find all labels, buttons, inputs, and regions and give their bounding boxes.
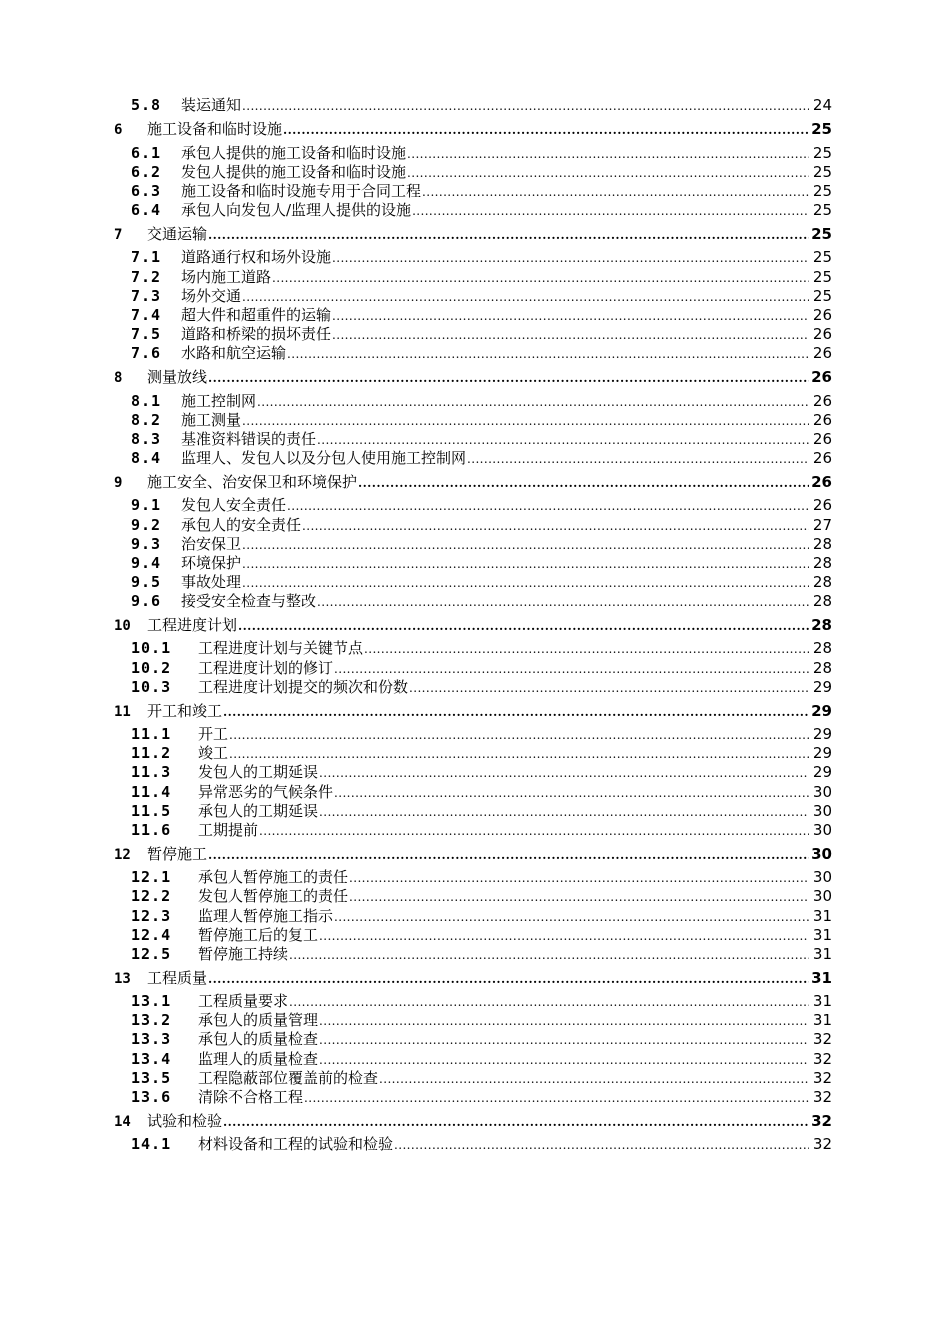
toc-entry-number: 7.6: [131, 343, 162, 362]
toc-entry-number: 14: [114, 1113, 131, 1130]
toc-entry-title: 开工: [198, 725, 229, 744]
toc-entry-page-number: 32: [812, 1030, 832, 1049]
toc-entry-title: 承包人向发包人/监理人提供的设施: [181, 200, 412, 219]
toc-entry-page-number: 28: [812, 658, 832, 677]
toc-section-entry[interactable]: [0, 287, 950, 306]
toc-entry-title: 场外交通: [181, 286, 242, 305]
toc-section-entry[interactable]: [0, 182, 950, 201]
dot-leader: [272, 269, 809, 288]
toc-entry-title: 场内施工道路: [181, 267, 272, 286]
toc-entry-number: 6.2: [131, 162, 162, 181]
toc-entry-page-number: 25: [812, 143, 832, 162]
toc-entry-title: 暂停施工: [147, 844, 208, 863]
toc-section-entry[interactable]: [0, 201, 950, 220]
toc-chapter-entry[interactable]: [0, 115, 950, 144]
toc-entry-page-number: 30: [812, 868, 832, 887]
toc-entry-title: 承包人的质量检查: [198, 1030, 319, 1049]
toc-section-entry[interactable]: [0, 163, 950, 182]
toc-entry-title: 承包人的安全责任: [181, 515, 302, 534]
toc-entry-title: 道路通行权和场外设施: [181, 248, 332, 267]
toc-entry-number: 14.1: [131, 1135, 172, 1154]
toc-entry-title: 工程隐蔽部位覆盖前的检查: [198, 1068, 379, 1087]
toc-entry-page-number: 29: [812, 763, 832, 782]
toc-entry-title: 竣工: [198, 744, 229, 763]
toc-entry-page-number: 25: [812, 286, 832, 305]
toc-entry-page-number: 31: [812, 925, 832, 944]
toc-entry-page-number: 29: [812, 677, 832, 696]
toc-section-entry[interactable]: [0, 639, 950, 658]
toc-entry-page-number: 31: [811, 968, 832, 987]
toc-entry-title: 发包人暂停施工的责任: [198, 887, 349, 906]
toc-entry-title: 异常恶劣的气候条件: [198, 782, 334, 801]
toc-entry-page-number: 25: [811, 120, 832, 139]
toc-entry-number: 13: [114, 970, 131, 987]
dot-leader: [317, 431, 809, 450]
toc-entry-title: 超大件和超重件的运输: [181, 305, 332, 324]
dot-leader: [317, 593, 809, 612]
toc-entry-page-number: 25: [812, 181, 832, 200]
toc-entry-number: 8.1: [131, 391, 162, 410]
toc-entry-title: 施工控制网: [181, 391, 257, 410]
dot-leader: [407, 164, 809, 183]
toc-section-entry[interactable]: [0, 992, 950, 1011]
toc-entry-page-number: 32: [811, 1111, 832, 1130]
toc-entry-page-number: 28: [812, 572, 832, 591]
toc-entry-title: 施工安全、治安保卫和环境保护: [147, 472, 358, 491]
dot-leader: [334, 660, 809, 679]
toc-entry-title: 治安保卫: [181, 534, 242, 553]
toc-entry-page-number: 32: [812, 1068, 832, 1087]
dot-leader: [319, 927, 809, 946]
toc-section-entry[interactable]: [0, 1088, 950, 1107]
toc-entry-title: 暂停施工持续: [198, 944, 289, 963]
toc-section-entry[interactable]: [0, 496, 950, 515]
toc-section-entry[interactable]: [0, 96, 950, 115]
dot-leader: [332, 249, 809, 268]
toc-entry-title: 事故处理: [181, 572, 242, 591]
toc-entry-number: 11.6: [131, 820, 172, 839]
toc-entry-page-number: 26: [811, 368, 832, 387]
toc-section-entry[interactable]: [0, 1030, 950, 1049]
toc-entry-page-number: 26: [812, 496, 832, 515]
dot-leader: [467, 450, 809, 469]
dot-leader: [334, 908, 809, 927]
toc-entry-title: 施工设备和临时设施: [147, 120, 283, 139]
toc-section-entry[interactable]: [0, 725, 950, 744]
toc-entry-title: 监理人暂停施工指示: [198, 906, 334, 925]
toc-entry-number: 13.3: [131, 1030, 172, 1049]
toc-section-entry[interactable]: [0, 535, 950, 554]
toc-entry-page-number: 29: [812, 725, 832, 744]
toc-section-entry[interactable]: [0, 1011, 950, 1030]
toc-section-entry[interactable]: [0, 1069, 950, 1088]
toc-entry-number: 8.4: [131, 448, 162, 467]
toc-entry-title: 施工测量: [181, 410, 242, 429]
toc-entry-page-number: 25: [811, 224, 832, 243]
toc-entry-page-number: 25: [812, 267, 832, 286]
toc-entry-page-number: 27: [812, 515, 832, 534]
dot-leader: [358, 469, 809, 498]
dot-leader: [208, 364, 809, 393]
dot-leader: [379, 1070, 809, 1089]
toc-entry-number: 8.2: [131, 410, 162, 429]
toc-section-entry[interactable]: [0, 268, 950, 287]
dot-leader: [319, 764, 809, 783]
toc-entry-page-number: 28: [812, 534, 832, 553]
dot-leader: [334, 784, 809, 803]
toc-entry-number: 13.5: [131, 1068, 172, 1087]
toc-entry-number: 11.4: [131, 782, 172, 801]
toc-entry-page-number: 32: [812, 1049, 832, 1068]
toc-entry-number: 13.2: [131, 1011, 172, 1030]
toc-entry-number: 11: [114, 703, 131, 720]
toc-entry-number: 13.6: [131, 1087, 172, 1106]
toc-entry-title: 工程质量: [147, 968, 208, 987]
toc-section-entry[interactable]: [0, 868, 950, 887]
toc-entry-page-number: 30: [812, 801, 832, 820]
toc-entry-number: 9: [114, 474, 123, 491]
toc-entry-page-number: 31: [812, 906, 832, 925]
dot-leader: [257, 393, 809, 412]
dot-leader: [319, 803, 809, 822]
dot-leader: [242, 536, 809, 555]
toc-entry-number: 7.1: [131, 248, 162, 267]
toc-section-entry[interactable]: [0, 659, 950, 678]
dot-leader: [287, 497, 809, 516]
toc-entry-number: 9.3: [131, 534, 162, 553]
toc-entry-page-number: 29: [811, 701, 832, 720]
toc-section-entry[interactable]: [0, 449, 950, 468]
toc-entry-title: 工程质量要求: [198, 992, 289, 1011]
toc-entry-page-number: 26: [812, 343, 832, 362]
dot-leader: [259, 822, 809, 841]
toc-entry-page-number: 25: [812, 162, 832, 181]
dot-leader: [242, 555, 809, 574]
toc-entry-number: 9.2: [131, 515, 162, 534]
toc-section-entry[interactable]: [0, 783, 950, 802]
toc-section-entry[interactable]: [0, 592, 950, 611]
toc-section-entry[interactable]: [0, 821, 950, 840]
dot-leader: [223, 698, 809, 727]
dot-leader: [319, 1051, 809, 1070]
toc-entry-title: 工程进度计划与关键节点: [198, 639, 364, 658]
toc-entry-title: 发包人提供的施工设备和临时设施: [181, 162, 407, 181]
toc-entry-number: 12.3: [131, 906, 172, 925]
toc-entry-number: 10.1: [131, 639, 172, 658]
toc-entry-title: 接受安全检查与整改: [181, 591, 317, 610]
toc-section-entry[interactable]: [0, 306, 950, 325]
dot-leader: [229, 726, 809, 745]
toc-chapter-entry[interactable]: [0, 363, 950, 392]
toc-entry-number: 7.5: [131, 324, 162, 343]
toc-entry-number: 11.3: [131, 763, 172, 782]
dot-leader: [422, 183, 809, 202]
dot-leader: [208, 841, 809, 870]
toc-entry-page-number: 28: [812, 591, 832, 610]
toc-section-entry[interactable]: [0, 144, 950, 163]
toc-section-entry[interactable]: [0, 516, 950, 535]
toc-section-entry[interactable]: [0, 1050, 950, 1069]
dot-leader: [229, 745, 809, 764]
toc-entry-title: 承包人的质量管理: [198, 1011, 319, 1030]
toc-entry-title: 交通运输: [147, 224, 208, 243]
toc-section-entry[interactable]: [0, 573, 950, 592]
toc-entry-page-number: 24: [812, 96, 832, 114]
toc-entry-page-number: 26: [812, 391, 832, 410]
toc-entry-page-number: 28: [811, 615, 832, 634]
toc-entry-title: 监理人的质量检查: [198, 1049, 319, 1068]
toc-section-entry[interactable]: [0, 945, 950, 964]
toc-entry-number: 13.4: [131, 1049, 172, 1068]
toc-entry-title: 工程进度计划的修订: [198, 658, 334, 677]
toc-entry-page-number: 30: [811, 844, 832, 863]
toc-section-entry[interactable]: [0, 344, 950, 363]
toc-entry-number: 13.1: [131, 992, 172, 1011]
dot-leader: [242, 97, 809, 116]
toc-entry-title: 测量放线: [147, 368, 208, 387]
dot-leader: [289, 946, 809, 965]
toc-section-entry[interactable]: [0, 744, 950, 763]
dot-leader: [238, 612, 809, 641]
toc-entry-page-number: 25: [812, 248, 832, 267]
toc-chapter-entry[interactable]: [0, 1107, 950, 1136]
toc-entry-number: 10: [114, 617, 131, 634]
dot-leader: [287, 345, 809, 364]
toc-entry-title: 工期提前: [198, 820, 259, 839]
toc-entry-title: 水路和航空运输: [181, 343, 287, 362]
toc-entry-page-number: 31: [812, 992, 832, 1011]
dot-leader: [319, 1031, 809, 1050]
toc-chapter-entry[interactable]: [0, 840, 950, 869]
toc-section-entry[interactable]: [0, 248, 950, 267]
dot-leader: [319, 1012, 809, 1031]
toc-section-entry[interactable]: [0, 554, 950, 573]
toc-section-entry[interactable]: [0, 1135, 950, 1154]
toc-entry-title: 承包人提供的施工设备和临时设施: [181, 143, 407, 162]
toc-entry-page-number: 25: [812, 200, 832, 219]
toc-entry-page-number: 28: [812, 553, 832, 572]
toc-entry-number: 12.1: [131, 868, 172, 887]
toc-entry-page-number: 26: [812, 305, 832, 324]
toc-chapter-entry[interactable]: [0, 611, 950, 640]
toc-section-entry[interactable]: [0, 430, 950, 449]
dot-leader: [223, 1108, 809, 1137]
table-of-contents: [0, 96, 950, 1154]
toc-entry-number: 7.3: [131, 286, 162, 305]
dot-leader: [409, 679, 809, 698]
toc-entry-page-number: 26: [811, 472, 832, 491]
toc-entry-number: 6.1: [131, 143, 162, 162]
toc-entry-number: 9.6: [131, 591, 162, 610]
toc-entry-title: 环境保护: [181, 553, 242, 572]
toc-entry-page-number: 32: [812, 1135, 832, 1154]
toc-entry-page-number: 26: [812, 429, 832, 448]
dot-leader: [364, 640, 809, 659]
toc-entry-number: 6.3: [131, 181, 162, 200]
toc-entry-title: 材料设备和工程的试验和检验: [198, 1135, 394, 1154]
toc-entry-title: 开工和竣工: [147, 701, 223, 720]
toc-entry-number: 12: [114, 846, 131, 863]
toc-entry-number: 12.4: [131, 925, 172, 944]
toc-section-entry[interactable]: [0, 325, 950, 344]
toc-entry-number: 12.2: [131, 887, 172, 906]
toc-entry-page-number: 31: [812, 1011, 832, 1030]
toc-entry-number: 5.8: [131, 96, 162, 114]
toc-entry-number: 11.2: [131, 744, 172, 763]
toc-entry-title: 暂停施工后的复工: [198, 925, 319, 944]
toc-section-entry[interactable]: [0, 392, 950, 411]
toc-entry-page-number: 30: [812, 820, 832, 839]
toc-section-entry[interactable]: [0, 802, 950, 821]
toc-entry-title: 发包人的工期延误: [198, 763, 319, 782]
toc-chapter-entry[interactable]: [0, 468, 950, 497]
dot-leader: [242, 412, 809, 431]
dot-leader: [208, 965, 809, 994]
toc-entry-number: 8: [114, 370, 123, 387]
toc-entry-title: 施工设备和临时设施专用于合同工程: [181, 181, 422, 200]
dot-leader: [289, 993, 809, 1012]
toc-entry-page-number: 26: [812, 448, 832, 467]
dot-leader: [208, 221, 809, 250]
toc-entry-number: 11.1: [131, 725, 172, 744]
toc-entry-number: 6: [114, 122, 123, 139]
toc-entry-page-number: 31: [812, 944, 832, 963]
toc-entry-title: 试验和检验: [147, 1111, 223, 1130]
toc-section-entry[interactable]: [0, 887, 950, 906]
dot-leader: [412, 202, 809, 221]
toc-section-entry[interactable]: [0, 678, 950, 697]
dot-leader: [304, 1089, 809, 1108]
toc-entry-number: 10.2: [131, 658, 172, 677]
toc-entry-page-number: 30: [812, 782, 832, 801]
toc-chapter-entry[interactable]: [0, 697, 950, 726]
toc-entry-title: 发包人安全责任: [181, 496, 287, 515]
toc-entry-title: 工程进度计划: [147, 615, 238, 634]
toc-entry-title: 基准资料错误的责任: [181, 429, 317, 448]
toc-chapter-entry[interactable]: [0, 964, 950, 993]
toc-entry-number: 8.3: [131, 429, 162, 448]
toc-entry-title: 承包人暂停施工的责任: [198, 868, 349, 887]
toc-entry-title: 装运通知: [181, 96, 242, 114]
dot-leader: [332, 326, 809, 345]
toc-entry-number: 9.5: [131, 572, 162, 591]
toc-entry-number: 7.2: [131, 267, 162, 286]
toc-entry-number: 9.4: [131, 553, 162, 572]
toc-section-entry[interactable]: [0, 926, 950, 945]
toc-entry-page-number: 29: [812, 744, 832, 763]
toc-entry-number: 9.1: [131, 496, 162, 515]
toc-section-entry[interactable]: [0, 411, 950, 430]
dot-leader: [242, 288, 809, 307]
toc-entry-number: 7.4: [131, 305, 162, 324]
dot-leader: [283, 116, 809, 145]
toc-entry-number: 10.3: [131, 677, 172, 696]
toc-chapter-entry[interactable]: [0, 220, 950, 249]
dot-leader: [394, 1136, 809, 1155]
toc-entry-number: 6.4: [131, 200, 162, 219]
toc-entry-number: 11.5: [131, 801, 172, 820]
toc-entry-title: 道路和桥梁的损坏责任: [181, 324, 332, 343]
toc-entry-number: 7: [114, 226, 123, 243]
toc-entry-number: 12.5: [131, 944, 172, 963]
dot-leader: [242, 574, 809, 593]
toc-entry-page-number: 28: [812, 639, 832, 658]
toc-entry-page-number: 30: [812, 887, 832, 906]
toc-entry-title: 清除不合格工程: [198, 1087, 304, 1106]
toc-section-entry[interactable]: [0, 907, 950, 926]
dot-leader: [349, 888, 809, 907]
dot-leader: [407, 145, 809, 164]
toc-entry-title: 承包人的工期延误: [198, 801, 319, 820]
dot-leader: [302, 517, 809, 536]
toc-entry-page-number: 26: [812, 324, 832, 343]
toc-entry-page-number: 32: [812, 1087, 832, 1106]
toc-entry-title: 工程进度计划提交的频次和份数: [198, 677, 409, 696]
toc-section-entry[interactable]: [0, 763, 950, 782]
dot-leader: [349, 869, 809, 888]
toc-entry-page-number: 26: [812, 410, 832, 429]
toc-entry-title: 监理人、发包人以及分包人使用施工控制网: [181, 448, 467, 467]
dot-leader: [332, 307, 809, 326]
